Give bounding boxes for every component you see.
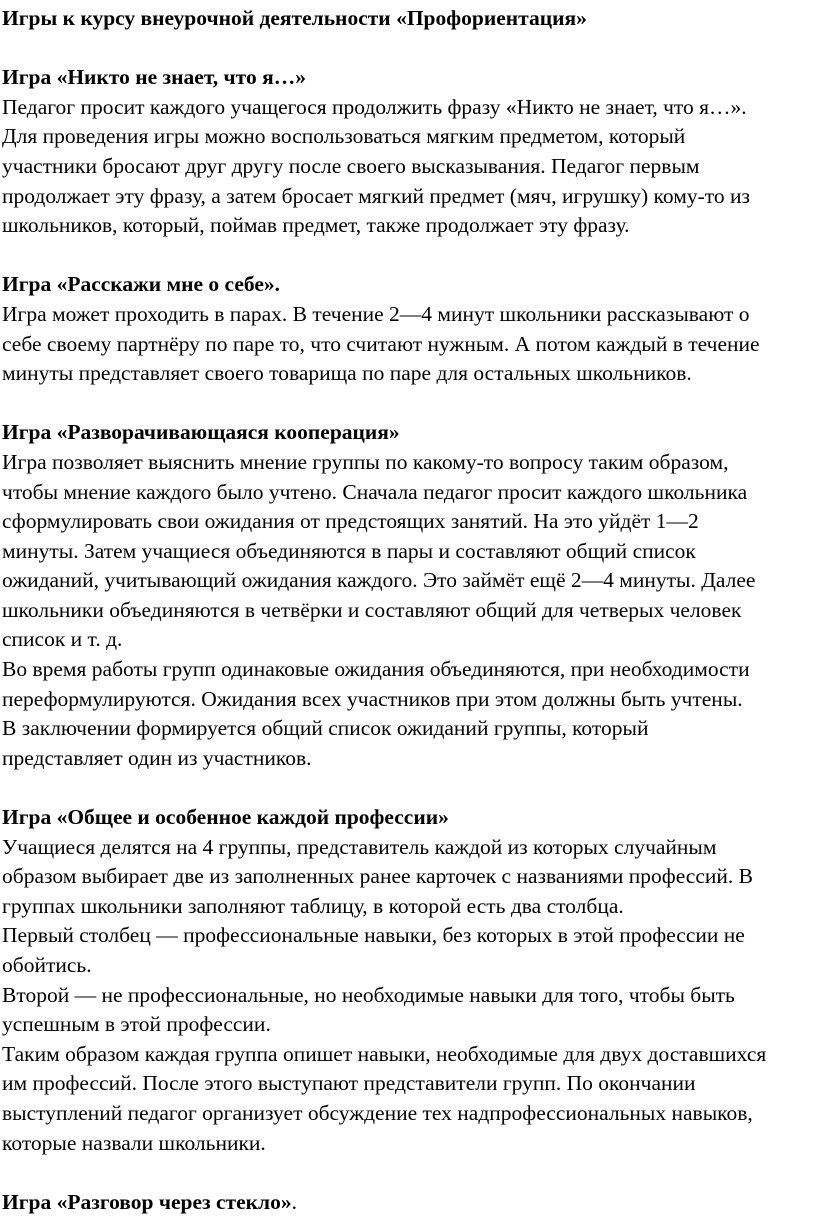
paragraph-line: успешным в этой профессии. — [2, 1012, 271, 1037]
section-heading-text: Игра «Общее и особенное каждой профессии» — [2, 805, 449, 830]
paragraph-line: обойтись. — [2, 953, 92, 977]
paragraph-line: Учащиеся делятся на 4 группы, представитель каждой из которых случайным — [2, 834, 717, 859]
section-1 — [2, 63, 816, 241]
paragraph-line: минуты представляет своего товарища по паре для остальных школьников. — [2, 361, 692, 386]
section-heading-text: Игра «Расскажи мне о себе». — [2, 272, 281, 297]
spacer — [2, 1158, 816, 1188]
paragraph-line: представляет один из участников. — [2, 745, 312, 770]
paragraph-line: чтобы мнение каждого было учтено. Сначала педагог просит каждого школьника — [2, 479, 748, 504]
paragraph-line: которые назвали школьники. — [2, 1130, 266, 1155]
spacer — [2, 241, 816, 271]
section-heading-suffix: . — [291, 1189, 297, 1214]
paragraph-line: В заключении формируется общий список ожиданий группы, который — [2, 716, 649, 741]
section-heading — [2, 418, 816, 448]
section-heading — [2, 270, 816, 300]
section-2 — [2, 270, 816, 388]
paragraph-line: Во время работы групп одинаковые ожидания объединяются, при необходимости — [2, 657, 750, 682]
paragraph-line: Второй — не профессиональные, но необходимые навыки для того, чтобы быть — [2, 982, 735, 1007]
section-4 — [2, 803, 816, 1158]
paragraph-line: Игра позволяет выяснить мнение группы по какому-то вопросу таким образом, — [2, 449, 729, 474]
section-heading — [2, 1188, 816, 1217]
spacer — [2, 389, 816, 419]
section-heading-text: Игра «Разворачивающаяся кооперация» — [2, 420, 400, 445]
section-heading — [2, 803, 816, 833]
paragraph-line: Таким образом каждая группа опишет навыки, необходимые для двух доставшихся — [2, 1041, 767, 1066]
paragraph-line: Педагог просит каждого учащегося продолжить фразу «Никто не знает, что я…». — [2, 94, 747, 119]
paragraph-line: минуты. Затем учащиеся объединяются в пары и составляют общий список — [2, 538, 696, 563]
paragraph-line: Для проведения игры можно воспользоваться мягким предметом, который — [2, 124, 686, 149]
paragraph-line: образом выбирает две из заполненных ранее карточек с названиями профессий. В — [2, 864, 753, 889]
paragraph-line: ожиданий, учитывающий ожидания каждого. Это займёт ещё 2—4 минуты. Далее — [2, 568, 756, 593]
paragraph-line: участники бросают друг другу после своего высказывания. Педагог первым — [2, 153, 700, 178]
section-3 — [2, 418, 816, 773]
document-title: Игры к курсу внеурочной деятельности «Профориентация» — [2, 6, 587, 30]
paragraph-line: школьники объединяются в четвёрки и составляют общий для четверых человек — [2, 597, 742, 622]
paragraph-line: продолжает эту фразу, а затем бросает мягкий предмет (мяч, игрушку) кому-то из — [2, 183, 750, 208]
paragraph-line: группах школьники заполняют таблицу, в которой есть два столбца. — [2, 893, 624, 918]
paragraph-line: Первый столбец — профессиональные навыки, без которых в этой профессии не — [2, 923, 745, 948]
paragraph-line: школьников, который, поймав предмет, также продолжает эту фразу. — [2, 213, 630, 238]
spacer — [2, 34, 816, 64]
paragraph-line: Игра может проходить в парах. В течение 2—4 минут школьники рассказывают о — [2, 301, 750, 326]
paragraph-line: себе своему партнёру по паре то, что считают нужным. А потом каждый в течение — [2, 331, 760, 356]
paragraph-line: список и т. д. — [2, 627, 123, 652]
section-heading-text: Игра «Никто не знает, что я…» — [2, 65, 306, 90]
paragraph-line: им профессий. После этого выступают представители групп. По окончании — [2, 1071, 696, 1096]
spacer — [2, 773, 816, 803]
paragraph-line: сформулировать свои ожидания от предстоящих занятий. На это уйдёт 1—2 — [2, 509, 699, 534]
paragraph-line: переформулируются. Ожидания всех участников при этом должны быть учтены. — [2, 686, 743, 711]
paragraph-line: выступлений педагог организует обсуждение тех надпрофессиональных навыков, — [2, 1100, 753, 1125]
section-5 — [2, 1188, 816, 1217]
section-heading — [2, 63, 816, 93]
section-heading-text: Игра «Разговор через стекло» — [2, 1189, 292, 1214]
